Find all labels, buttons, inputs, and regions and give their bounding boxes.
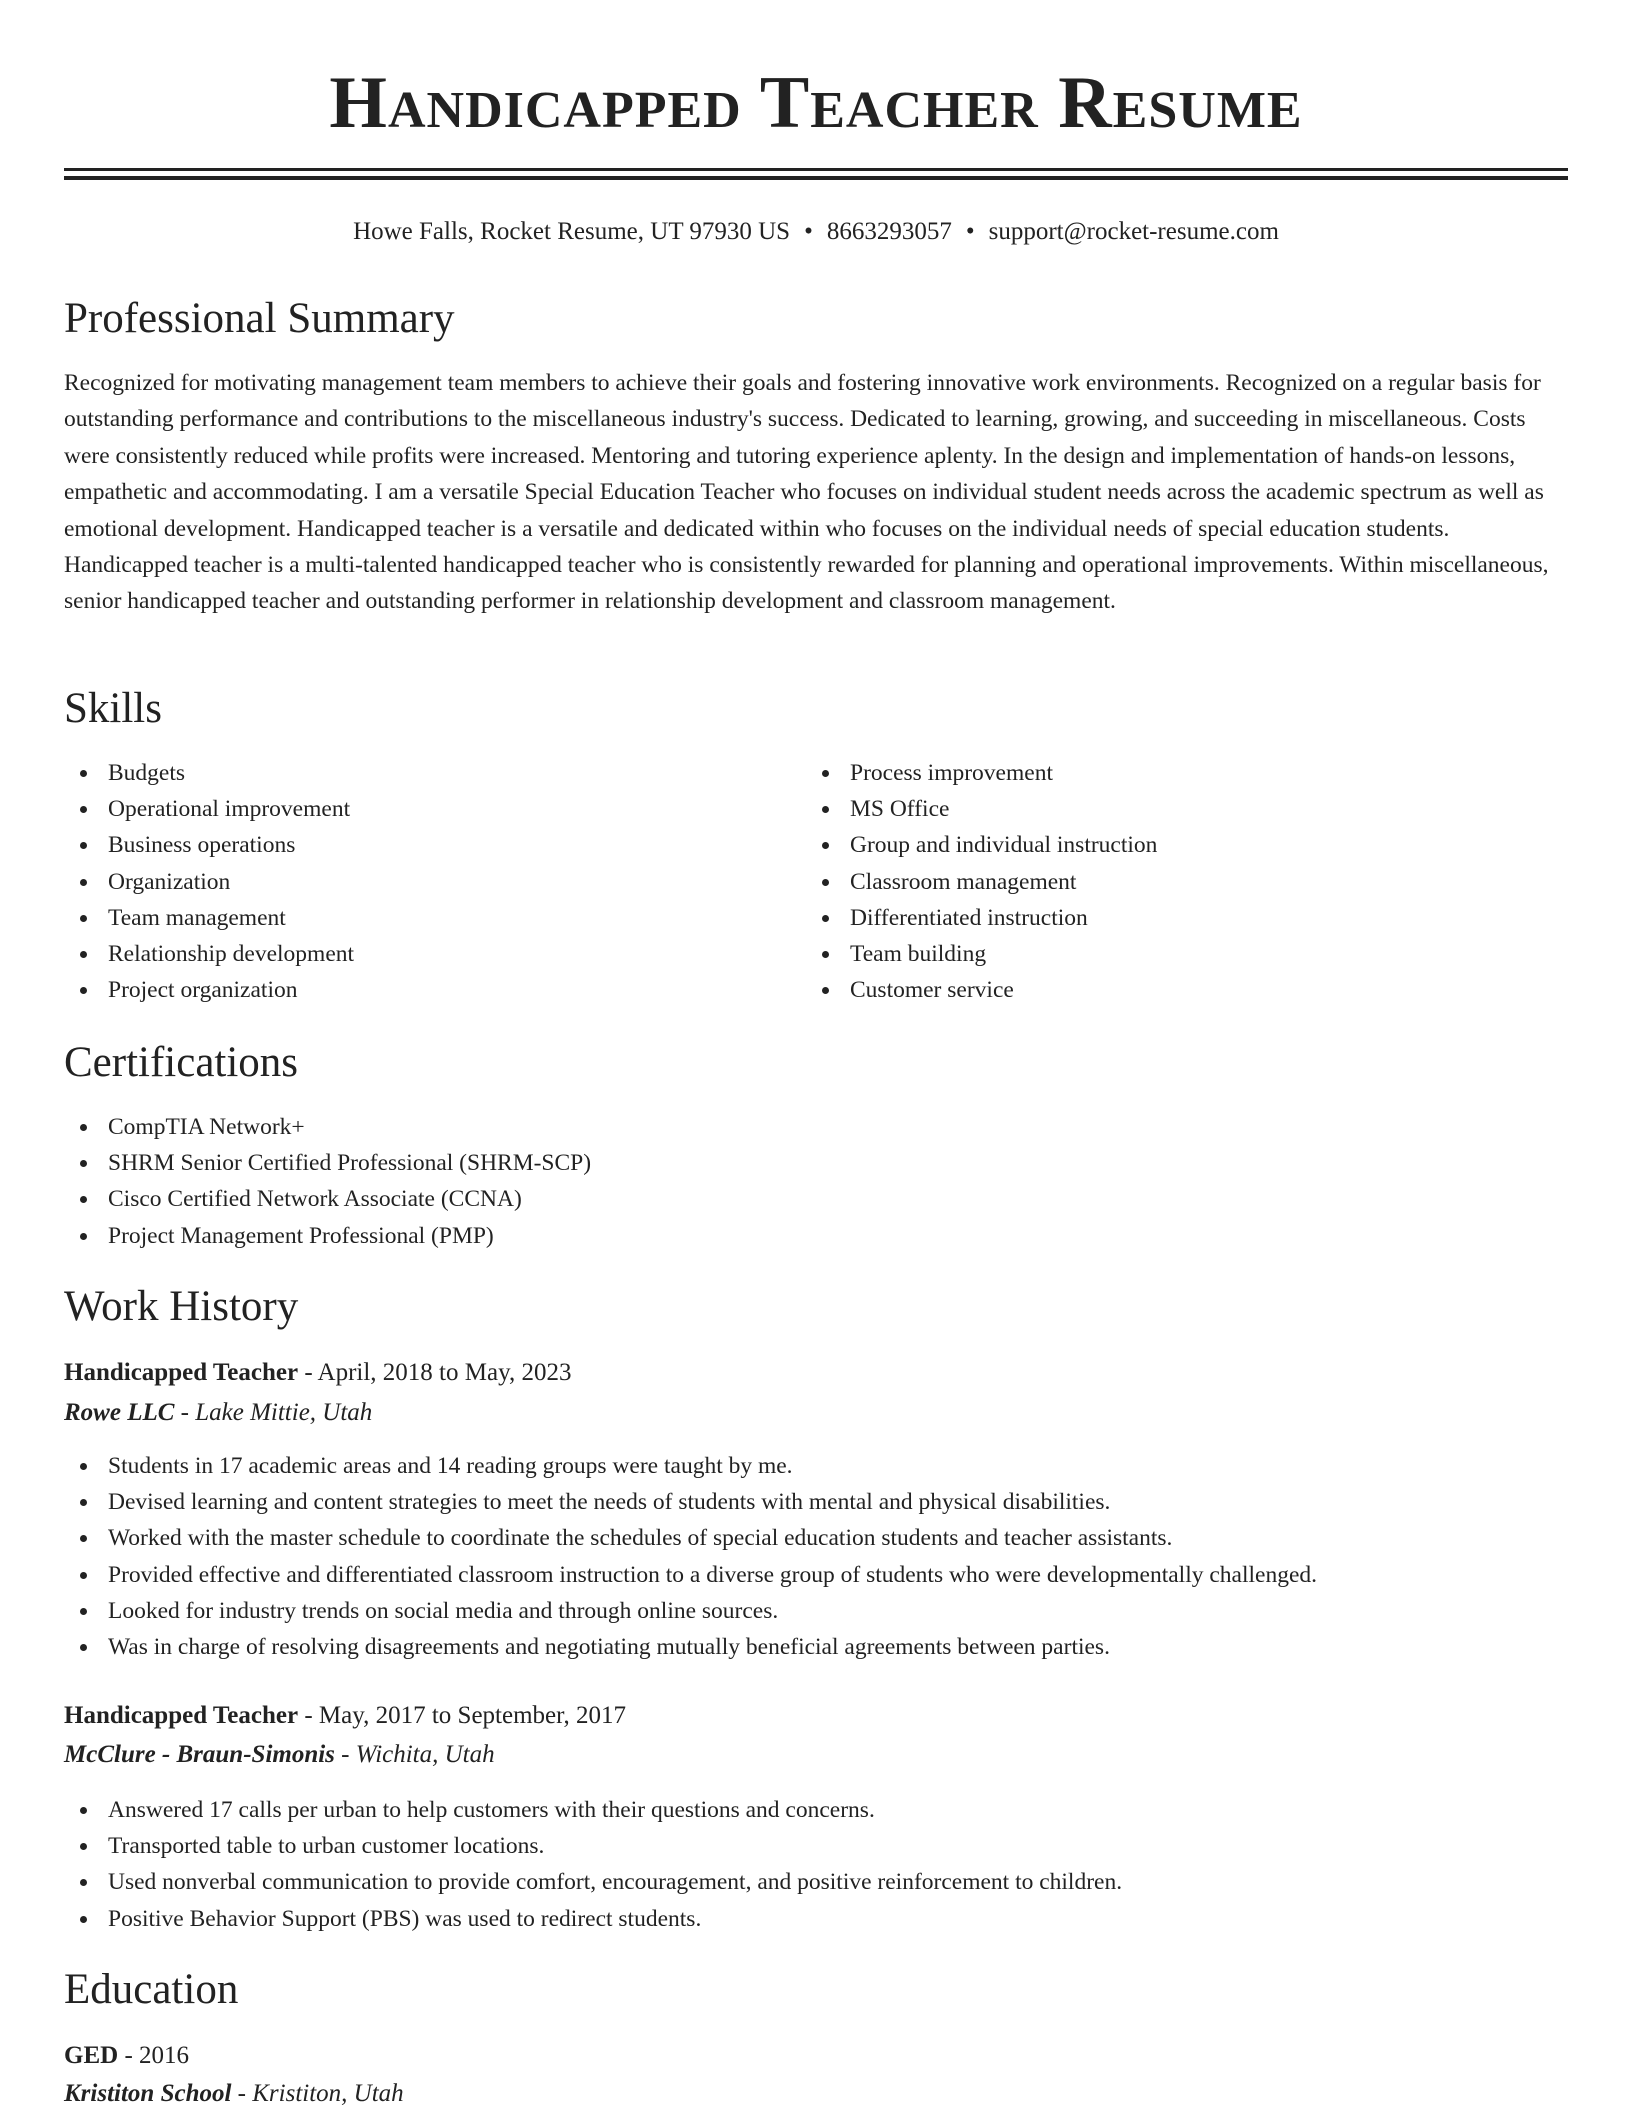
skill-item: Team building bbox=[806, 936, 1157, 972]
skill-item: Organization bbox=[64, 864, 354, 900]
job-bullets bbox=[64, 1792, 1122, 1937]
skills-list-right bbox=[806, 755, 1157, 1008]
skill-item: Operational improvement bbox=[64, 791, 354, 827]
skill-item: Project organization bbox=[64, 972, 354, 1008]
job-bullet: Devised learning and content strategies to meet the needs of students with mental and physical disabilities. bbox=[64, 1484, 1317, 1520]
job-bullet: Used nonverbal communication to provide comfort, encouragement, and positive reinforcement to children. bbox=[64, 1864, 1122, 1900]
job-bullet: Answered 17 calls per urban to help customers with their questions and concerns. bbox=[64, 1792, 1122, 1828]
title-divider-top bbox=[64, 168, 1568, 171]
education-year: - 2016 bbox=[118, 2042, 190, 2069]
job-title-line bbox=[64, 1698, 626, 1734]
job-bullet: Was in charge of resolving disagreements and negotiating mutually beneficial agreements between parties. bbox=[64, 1629, 1317, 1665]
skill-item: MS Office bbox=[806, 791, 1157, 827]
summary-text: Recognized for motivating management team members to achieve their goals and fostering innovative work environments. Recognized on a regular basis for outstanding performance and contributions to the miscellaneous industry's success. Dedicated to learning, growing, and succeeding in miscellaneous. Costs were consistently reduced while profits were increased. Mentoring and tutoring experience aplenty. In the design and implementation of hands-on lessons, empathetic and accommodating. I am a versatile Special Education Teacher who focuses on individual student needs across the academic spectrum as well as emotional development. Handicapped teacher is a versatile and dedicated within who focuses on the individual needs of special education students. Handicapped teacher is a multi-talented handicapped teacher who is consistently rewarded for planning and operational improvements. Within miscellaneous, senior handicapped teacher and outstanding performer in relationship development and classroom management. bbox=[64, 370, 1549, 615]
title-divider-bottom bbox=[64, 176, 1568, 180]
job-bullet: Looked for industry trends on social media and through online sources. bbox=[64, 1593, 1317, 1629]
skill-item: Process improvement bbox=[806, 755, 1157, 791]
skill-item: Classroom management bbox=[806, 864, 1157, 900]
job-bullet: Positive Behavior Support (PBS) was used to redirect students. bbox=[64, 1901, 1122, 1937]
job-location: - Lake Mittie, Utah bbox=[174, 1399, 373, 1426]
job-company-line bbox=[64, 1737, 495, 1773]
skills-heading: Skills bbox=[64, 685, 162, 732]
skill-item: Customer service bbox=[806, 972, 1157, 1008]
skill-item: Business operations bbox=[64, 827, 354, 863]
contact-email: support@rocket-resume.com bbox=[988, 218, 1279, 245]
summary-heading: Professional Summary bbox=[64, 295, 455, 342]
education-degree-line bbox=[64, 2038, 189, 2074]
certification-item: Cisco Certified Network Associate (CCNA) bbox=[64, 1181, 591, 1217]
job-title-line bbox=[64, 1355, 571, 1391]
job-bullet: Transported table to urban customer locations. bbox=[64, 1828, 1122, 1864]
education-school: Kristiton School bbox=[64, 2080, 232, 2107]
contact-line bbox=[64, 214, 1568, 250]
education-degree: GED bbox=[64, 2042, 119, 2069]
certifications-heading: Certifications bbox=[64, 1039, 299, 1086]
contact-separator: • bbox=[804, 218, 813, 245]
job-bullet: Worked with the master schedule to coordinate the schedules of special education students and teacher assistants. bbox=[64, 1520, 1317, 1556]
job-company: McClure - Braun-Simonis bbox=[64, 1741, 335, 1768]
contact-address: Howe Falls, Rocket Resume, UT 97930 US bbox=[353, 218, 791, 245]
job-company: Rowe LLC bbox=[64, 1399, 175, 1426]
job-dates: - May, 2017 to September, 2017 bbox=[298, 1702, 626, 1729]
job-bullet: Provided effective and differentiated classroom instruction to a diverse group of students who were developmentally challenged. bbox=[64, 1557, 1317, 1593]
job-bullets bbox=[64, 1448, 1317, 1665]
job-location: - Wichita, Utah bbox=[334, 1741, 495, 1768]
education-school-line bbox=[64, 2076, 404, 2112]
job-bullet: Students in 17 academic areas and 14 reading groups were taught by me. bbox=[64, 1448, 1317, 1484]
job-dates: - April, 2018 to May, 2023 bbox=[298, 1359, 572, 1386]
skill-item: Budgets bbox=[64, 755, 354, 791]
job-title: Handicapped Teacher bbox=[64, 1359, 299, 1386]
certifications-list bbox=[64, 1109, 591, 1254]
certification-item: SHRM Senior Certified Professional (SHRM-SCP) bbox=[64, 1145, 591, 1181]
education-location: - Kristiton, Utah bbox=[231, 2080, 404, 2107]
skill-item: Team management bbox=[64, 900, 354, 936]
work-history-heading: Work History bbox=[64, 1283, 299, 1330]
resume-title: Handicapped Teacher Resume bbox=[329, 62, 1303, 144]
contact-phone: 8663293057 bbox=[826, 218, 952, 245]
job-company-line bbox=[64, 1395, 372, 1431]
contact-separator: • bbox=[965, 218, 975, 245]
job-title: Handicapped Teacher bbox=[64, 1702, 299, 1729]
skill-item: Relationship development bbox=[64, 936, 354, 972]
education-heading: Education bbox=[64, 1966, 239, 2013]
certification-item: Project Management Professional (PMP) bbox=[64, 1218, 591, 1254]
skill-item: Group and individual instruction bbox=[806, 827, 1157, 863]
skills-list-left bbox=[64, 755, 354, 1008]
certification-item: CompTIA Network+ bbox=[64, 1109, 591, 1145]
skill-item: Differentiated instruction bbox=[806, 900, 1157, 936]
